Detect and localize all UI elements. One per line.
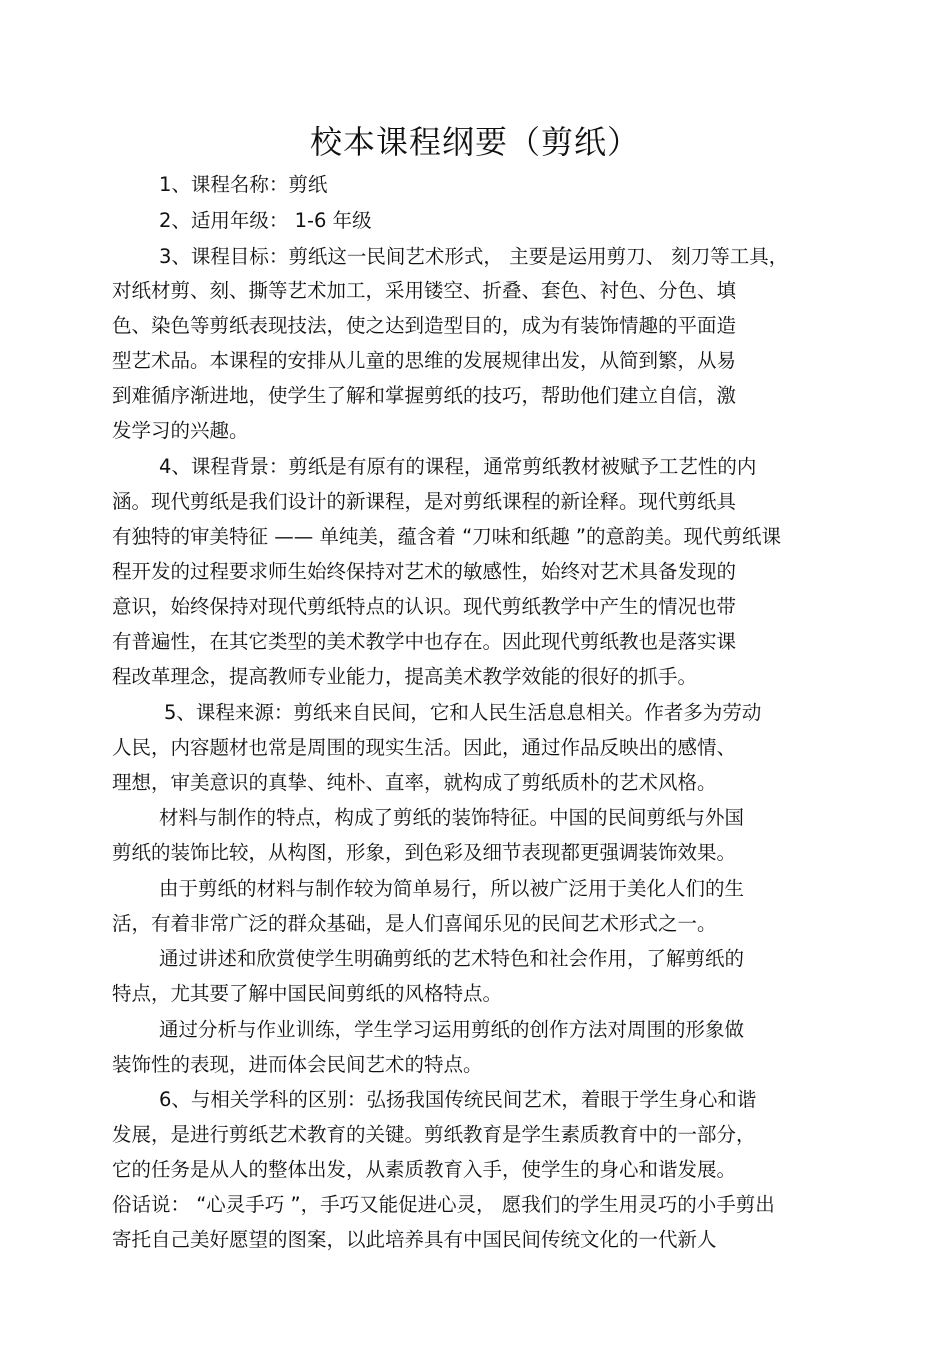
item-6-difference-line-2: 发展，是进行剪纸艺术教育的关键。剪纸教育是学生素质教育中的一部分， [112, 1123, 756, 1146]
item-3-goal-line-2: 对纸材剪、刻、撕等艺术加工，采用镂空、折叠、套色、衬色、分色、填 [112, 279, 737, 302]
item-4-background-line-4: 程开发的过程要求师生始终保持对艺术的敏感性，始终对艺术具备发现的 [112, 560, 737, 583]
paragraph-training-line-1: 通过分析与作业训练，学生学习运用剪纸的创作方法对周围的形象做 [159, 1018, 745, 1041]
item-3-goal-line-6: 发学习的兴趣。 [112, 419, 249, 442]
item-3-goal-line-5: 到难循序渐进地，使学生了解和掌握剪纸的技巧，帮助他们建立自信，激 [112, 384, 737, 407]
item-4-background-line-7: 程改革理念，提高教师专业能力，提高美术教学效能的很好的抓手。 [112, 665, 698, 688]
item-4-background-line-1: 4、课程背景：剪纸是有原有的课程，通常剪纸教材被赋予工艺性的内 [159, 455, 757, 478]
item-4-background-line-6: 有普遍性，在其它类型的美术教学中也存在。因此现代剪纸教也是落实课 [112, 630, 737, 653]
paragraph-materials-line-2: 剪纸的装饰比较，从构图，形象，到色彩及细节表现都更强调装饰效果。 [112, 841, 737, 864]
item-6-difference-line-1: 6、与相关学科的区别：弘扬我国传统民间艺术，着眼于学生身心和谐 [159, 1088, 757, 1111]
paragraph-usage-line-2: 活，有着非常广泛的群众基础，是人们喜闻乐见的民间艺术形式之一。 [112, 912, 717, 935]
item-6-difference-line-4: 俗话说： “心灵手巧 ”，手巧又能促进心灵， 愿我们的学生用灵巧的小手剪出 [112, 1193, 775, 1216]
paragraph-usage-line-1: 由于剪纸的材料与制作较为简单易行，所以被广泛用于美化人们的生 [159, 877, 745, 900]
item-3-goal-line-4: 型艺术品。本课程的安排从儿童的思维的发展规律出发，从简到繁，从易 [112, 349, 737, 372]
item-5-source-line-2: 人民，内容题材也常是周围的现实生活。因此，通过作品反映出的感情、 [112, 736, 737, 759]
item-6-difference-line-3: 它的任务是从人的整体出发，从素质教育入手，使学生的身心和谐发展。 [112, 1158, 737, 1181]
item-4-background-line-2: 涵。现代剪纸是我们设计的新课程，是对剪纸课程的新诠释。现代剪纸具 [112, 490, 737, 513]
item-1-course-name: 1、课程名称：剪纸 [159, 173, 328, 196]
item-2-grade: 2、适用年级： 1-6 年级 [159, 209, 372, 232]
paragraph-training-line-2: 装饰性的表现，进而体会民间艺术的特点。 [112, 1053, 483, 1076]
paragraph-appreciation-line-1: 通过讲述和欣赏使学生明确剪纸的艺术特色和社会作用，了解剪纸的 [159, 947, 745, 970]
item-5-source-line-1: 5、课程来源：剪纸来自民间，它和人民生活息息相关。作者多为劳动 [164, 701, 762, 724]
item-3-goal-line-1: 3、课程目标：剪纸这一民间艺术形式， 主要是运用剪刀、 刻刀等工具， [159, 245, 789, 268]
paragraph-appreciation-line-2: 特点，尤其要了解中国民间剪纸的风格特点。 [112, 982, 503, 1005]
document-title: 校本课程纲要（剪纸） [309, 123, 640, 161]
item-5-source-line-3: 理想，审美意识的真挚、纯朴、直率，就构成了剪纸质朴的艺术风格。 [112, 771, 717, 794]
item-6-difference-line-5: 寄托自己美好愿望的图案，以此培养具有中国民间传统文化的一代新人 [112, 1228, 717, 1251]
item-4-background-line-3: 有独特的审美特征 —— 单纯美，蕴含着 “刀味和纸趣 ”的意韵美。现代剪纸课 [112, 525, 781, 548]
paragraph-materials-line-1: 材料与制作的特点，构成了剪纸的装饰特征。中国的民间剪纸与外国 [159, 806, 745, 829]
item-4-background-line-5: 意识，始终保持对现代剪纸特点的认识。现代剪纸教学中产生的情况也带 [112, 595, 737, 618]
item-3-goal-line-3: 色、染色等剪纸表现技法，使之达到造型目的，成为有装饰情趣的平面造 [112, 314, 737, 337]
